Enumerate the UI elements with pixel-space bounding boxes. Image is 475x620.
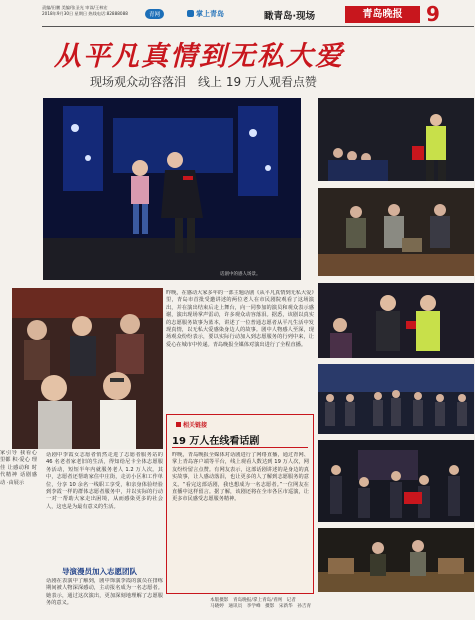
zhangshang-qingdao-logo [187, 9, 224, 19]
app-logo-icon [187, 10, 194, 17]
kicker-label: 相关链接 [183, 422, 208, 429]
credits-line-1: 本版摄影 青岛晚报/掌上青岛/青网 记者 [210, 598, 296, 603]
article-column-middle: 昨晚，在感动大家多年的一部主题话剧《从平凡真情到无私大爱》里，青岛市首批受邀讲述的两位老人在市民剧院观看了这场演出，并在演出结束后走上舞台，向一同参加的演员和观众表示感谢，演出现场掌声雷动，许多观众动容落泪。据悉，该剧以真实的志愿服务故事为蓝本，讲述了一位普通志愿者从平凡生活中发现真情，以无私大爱感染身边人的故事。剧中人物感人至深，现场观众纷纷表示，要以实际行动加入到志愿服务的行列中来，让爱心在城市中传递。青岛晚报全媒体对演出进行了全程直播。 [166, 290, 314, 348]
right-photo-6 [318, 528, 474, 592]
credits-line-2: 马晓婷 通讯员 李学峰 摄影 宋新华 孙吉青 [210, 604, 312, 609]
related-link-title: 19 万人在线看话剧 [172, 436, 260, 447]
zhangshang-label: 掌上青岛 [196, 10, 224, 18]
right-photo-2 [318, 188, 474, 276]
photo-credits [210, 597, 314, 609]
audience-photo [12, 288, 163, 449]
right-photo-1 [318, 98, 474, 181]
photo-caption: 话剧中的感人场景。 [220, 272, 261, 277]
subheadline: 现场观众动容落泪 线上 19 万人观看点赞 [90, 75, 317, 89]
qingwang-logo: 青网 [145, 9, 164, 19]
section-subtitle: 导演漫员加入志愿团队 [62, 567, 137, 576]
meta-line-editors: 责编/田鹏 美编/张圣光 审读/王林宏 [42, 5, 108, 10]
bullet-icon [176, 422, 181, 427]
related-link-kicker [176, 420, 207, 429]
headline: 从平凡真情到无私大爱 [54, 41, 344, 72]
section-label: 瞰青岛·现场 [264, 11, 316, 22]
header-meta [42, 5, 162, 16]
related-link-divider [172, 447, 308, 448]
right-photo-3 [318, 283, 474, 358]
related-link-text: 昨晚，青岛晚报全媒体对话剧进行了网络直播，通过青网、掌上青岛客户端等平台，线上观看人数达到 19 万人次，网友纷纷留言点赞。有网友表示，这部话剧讲述的是身边的真实故事，让人感动落泪，也让更多的人了解到志愿服务的意义。“看完这部话剧，我也想成为一名志愿者。”一位网友在直播中这样留言。据了解，该剧还将在全市各区市巡演，让更多市民感受志愿服务精神。 [172, 452, 309, 503]
page-number: 9 [426, 2, 440, 26]
newspaper-nameplate: 青岛晚报 [345, 6, 420, 23]
meta-line-date: 2018年9月30日 星期日 热线电话:82888088 [42, 10, 128, 16]
edge-column-text: 家引导 我看心里都 积·爱心 理佳 让感动和 时代精神 话剧感动 ·由展示 [0, 450, 37, 486]
article-column-left: 话剧中李霞女志愿者悄然走进了志愿者服务站的 46 名老者家老旧的生活，得知给尼卡全体志愿服务活动，短短半年内就服务老人 1.2 万人次。其中，志愿者还帮助家住中庄街，走访小区和工作单位，分享 10 余名一线职工享受，和亲身体验经验到李霞一样的群体志愿者服务中，并以实际的行动一对一帮助大家走出困境，从而感染更多的社会人，这也是为最有意义的生活。 [46, 452, 163, 510]
article-column-bottom: 话剧在表演中了解到，剧中饰演李霞的演员在排练期间被人物深深感动，主动报名成为一名志愿者。她表示，通过这次演出，更加深刻地理解了志愿服务的意义。 [46, 578, 163, 607]
right-photo-5 [318, 440, 474, 522]
header-divider [42, 26, 474, 27]
right-photo-4 [318, 364, 474, 434]
main-stage-photo [43, 98, 301, 280]
